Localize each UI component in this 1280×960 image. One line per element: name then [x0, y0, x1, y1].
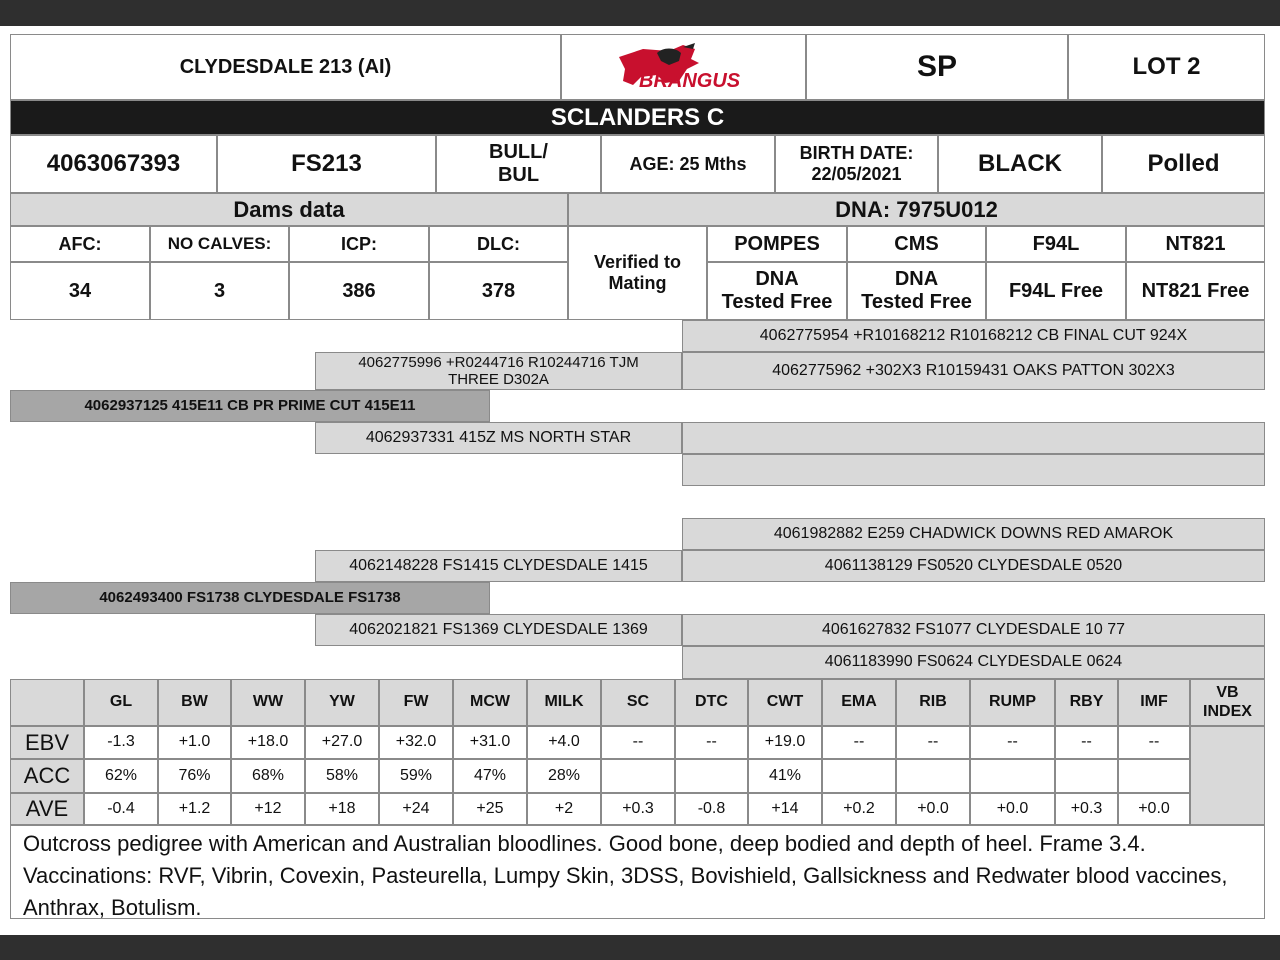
pompes-result-line1: DNA [755, 268, 799, 290]
ebv-value-cell: +18 [305, 793, 379, 825]
age: AGE: 25 Mths [601, 135, 775, 193]
ebv-value-cell: +18.0 [231, 726, 305, 759]
ebv-value-cell: -- [601, 726, 675, 759]
ebv-value-cell: -- [822, 726, 896, 759]
ebv-column-header: CWT [748, 679, 822, 726]
ebv-value-cell: +1.0 [158, 726, 231, 759]
ebv-row-label: EBV [10, 726, 84, 759]
pedigree-sire-dam-dam [682, 454, 1265, 486]
ebv-value-cell: 41% [748, 759, 822, 793]
sex [436, 135, 601, 193]
vb-index-header [1190, 679, 1265, 726]
afc-label: AFC: [10, 226, 150, 262]
afc-value: 34 [10, 262, 150, 320]
dlc-value: 378 [429, 262, 568, 320]
brangus-logo [561, 34, 806, 100]
ebv-value-cell: -0.4 [84, 793, 158, 825]
cms-result-line1: DNA [894, 268, 939, 290]
ebv-column-header: SC [601, 679, 675, 726]
vb-index-line1: VB [1216, 684, 1239, 702]
ebv-value-cell: -- [896, 726, 970, 759]
pedigree-sire: 4062937125 415E11 CB PR PRIME CUT 415E11 [10, 390, 490, 422]
cms-result-line2: Tested Free [861, 291, 972, 313]
comments: Outcross pedigree with American and Australian bloodlines. Good bone, deep bodied and depth of heel. Frame 3.4. Vaccinations: RVF, Vibrin, Covexin, Pasteurella, Lumpy Skin, 3DSS, Bovishield, Gallsickness and Redwater blood vaccines, Anthrax, Botulism. [10, 825, 1265, 919]
ebv-value-cell: 59% [379, 759, 453, 793]
vb-index-value [1190, 726, 1265, 825]
ebv-value-cell: +25 [453, 793, 527, 825]
pedigree-sire-dam-sire [682, 422, 1265, 454]
icp-value: 386 [289, 262, 429, 320]
ebv-row-label: AVE [10, 793, 84, 825]
breeder-code: SP [806, 34, 1068, 100]
no-calves-label: NO CALVES: [150, 226, 289, 262]
nt821-label: NT821 [1126, 226, 1265, 262]
ebv-column-header: EMA [822, 679, 896, 726]
logo-text: BRANGUS [638, 70, 740, 92]
nt821-result: NT821 Free [1126, 262, 1265, 320]
ebv-value-cell: +2 [527, 793, 601, 825]
ebv-value-cell [675, 759, 748, 793]
ebv-corner-cell [10, 679, 84, 726]
f94l-label: F94L [986, 226, 1126, 262]
ebv-value-cell: +24 [379, 793, 453, 825]
icp-label: ICP: [289, 226, 429, 262]
ebv-value-cell: +0.0 [896, 793, 970, 825]
registration-number: 4063067393 [10, 135, 217, 193]
ebv-column-header: DTC [675, 679, 748, 726]
verified-line2: Mating [608, 273, 667, 293]
colour: BLACK [938, 135, 1102, 193]
sex-line1: BULL/ [489, 141, 548, 163]
ebv-value-cell: 47% [453, 759, 527, 793]
f94l-result: F94L Free [986, 262, 1126, 320]
ebv-value-cell: +1.2 [158, 793, 231, 825]
ebv-value-cell: 76% [158, 759, 231, 793]
pedigree-dam-sire-sire: 4061982882 E259 CHADWICK DOWNS RED AMAROK [682, 518, 1265, 550]
verified-to-mating [568, 226, 707, 320]
ebv-value-cell [822, 759, 896, 793]
no-calves-value: 3 [150, 262, 289, 320]
pedigree-sire-sire-sire: 4062775954 +R10168212 R10168212 CB FINAL CUT 924X [682, 320, 1265, 352]
ebv-column-header: MCW [453, 679, 527, 726]
ebv-value-cell: +4.0 [527, 726, 601, 759]
ebv-value-cell: -- [970, 726, 1055, 759]
ebv-value-cell: +0.2 [822, 793, 896, 825]
ebv-value-cell: 62% [84, 759, 158, 793]
ebv-value-cell: +0.0 [1118, 793, 1190, 825]
ebv-value-cell [1118, 759, 1190, 793]
ebv-column-header: RIB [896, 679, 970, 726]
birth-date [775, 135, 938, 193]
ebv-value-cell [1055, 759, 1118, 793]
ebv-column-header: YW [305, 679, 379, 726]
pompes-result-line2: Tested Free [721, 291, 833, 313]
breeder-name: SCLANDERS C [10, 100, 1265, 135]
dlc-label: DLC: [429, 226, 568, 262]
dna-title: DNA: 7975U012 [568, 193, 1265, 226]
ebv-value-cell: -1.3 [84, 726, 158, 759]
pedigree-dam-dam: 4062021821 FS1369 CLYDESDALE 1369 [315, 614, 682, 646]
ebv-value-cell: +0.3 [1055, 793, 1118, 825]
cms-result [847, 262, 986, 320]
pompes-result [707, 262, 847, 320]
horn-status: Polled [1102, 135, 1265, 193]
ebv-column-header: FW [379, 679, 453, 726]
dams-data-title: Dams data [10, 193, 568, 226]
ebv-value-cell [601, 759, 675, 793]
vb-index-line2: INDEX [1203, 702, 1252, 720]
ebv-value-cell [970, 759, 1055, 793]
pedigree-sire-dam: 4062937331 415Z MS NORTH STAR [315, 422, 682, 454]
ebv-value-cell: 68% [231, 759, 305, 793]
ebv-value-cell: +31.0 [453, 726, 527, 759]
bull-name: CLYDESDALE 213 (AI) [10, 34, 561, 100]
sex-line2: BUL [497, 164, 540, 186]
tag-number: FS213 [217, 135, 436, 193]
ebv-row-label: ACC [10, 759, 84, 793]
ebv-value-cell: -- [1055, 726, 1118, 759]
ebv-value-cell: -0.8 [675, 793, 748, 825]
ebv-value-cell: -- [1118, 726, 1190, 759]
ebv-value-cell [896, 759, 970, 793]
birth-date-label: BIRTH DATE: [799, 143, 914, 164]
ebv-column-header: WW [231, 679, 305, 726]
ebv-value-cell: +14 [748, 793, 822, 825]
ebv-column-header: RUMP [970, 679, 1055, 726]
ebv-column-header: RBY [1055, 679, 1118, 726]
ebv-column-header: IMF [1118, 679, 1190, 726]
ebv-value-cell: 28% [527, 759, 601, 793]
ebv-value-cell: +32.0 [379, 726, 453, 759]
pedigree-dam-dam-sire: 4061627832 FS1077 CLYDESDALE 10 77 [682, 614, 1265, 646]
pedigree-dam-sire: 4062148228 FS1415 CLYDESDALE 1415 [315, 550, 682, 582]
pedigree-sire-sire-dam: 4062775962 +302X3 R10159431 OAKS PATTON 302X3 [682, 352, 1265, 390]
lot-number: LOT 2 [1068, 34, 1265, 100]
cms-label: CMS [847, 226, 986, 262]
lot-sheet [0, 26, 1280, 935]
ebv-value-cell: 58% [305, 759, 379, 793]
pompes-label: POMPES [707, 226, 847, 262]
ebv-value-cell: +0.3 [601, 793, 675, 825]
ebv-column-header: BW [158, 679, 231, 726]
ebv-value-cell: +27.0 [305, 726, 379, 759]
brangus-logo-icon [599, 39, 769, 95]
ebv-value-cell: +12 [231, 793, 305, 825]
ebv-column-header: MILK [527, 679, 601, 726]
birth-date-value: 22/05/2021 [811, 164, 902, 184]
verified-line1: Verified to [593, 252, 682, 273]
pedigree-dam-dam-dam: 4061183990 FS0624 CLYDESDALE 0624 [682, 646, 1265, 679]
pedigree-dam-sire-dam: 4061138129 FS0520 CLYDESDALE 0520 [682, 550, 1265, 582]
ebv-value-cell: -- [675, 726, 748, 759]
pedigree-sire-sire: 4062775996 +R0244716 R10244716 TJM THREE D302A [315, 352, 682, 390]
ebv-value-cell: +0.0 [970, 793, 1055, 825]
pedigree-dam: 4062493400 FS1738 CLYDESDALE FS1738 [10, 582, 490, 614]
ebv-column-header: GL [84, 679, 158, 726]
ebv-value-cell: +19.0 [748, 726, 822, 759]
